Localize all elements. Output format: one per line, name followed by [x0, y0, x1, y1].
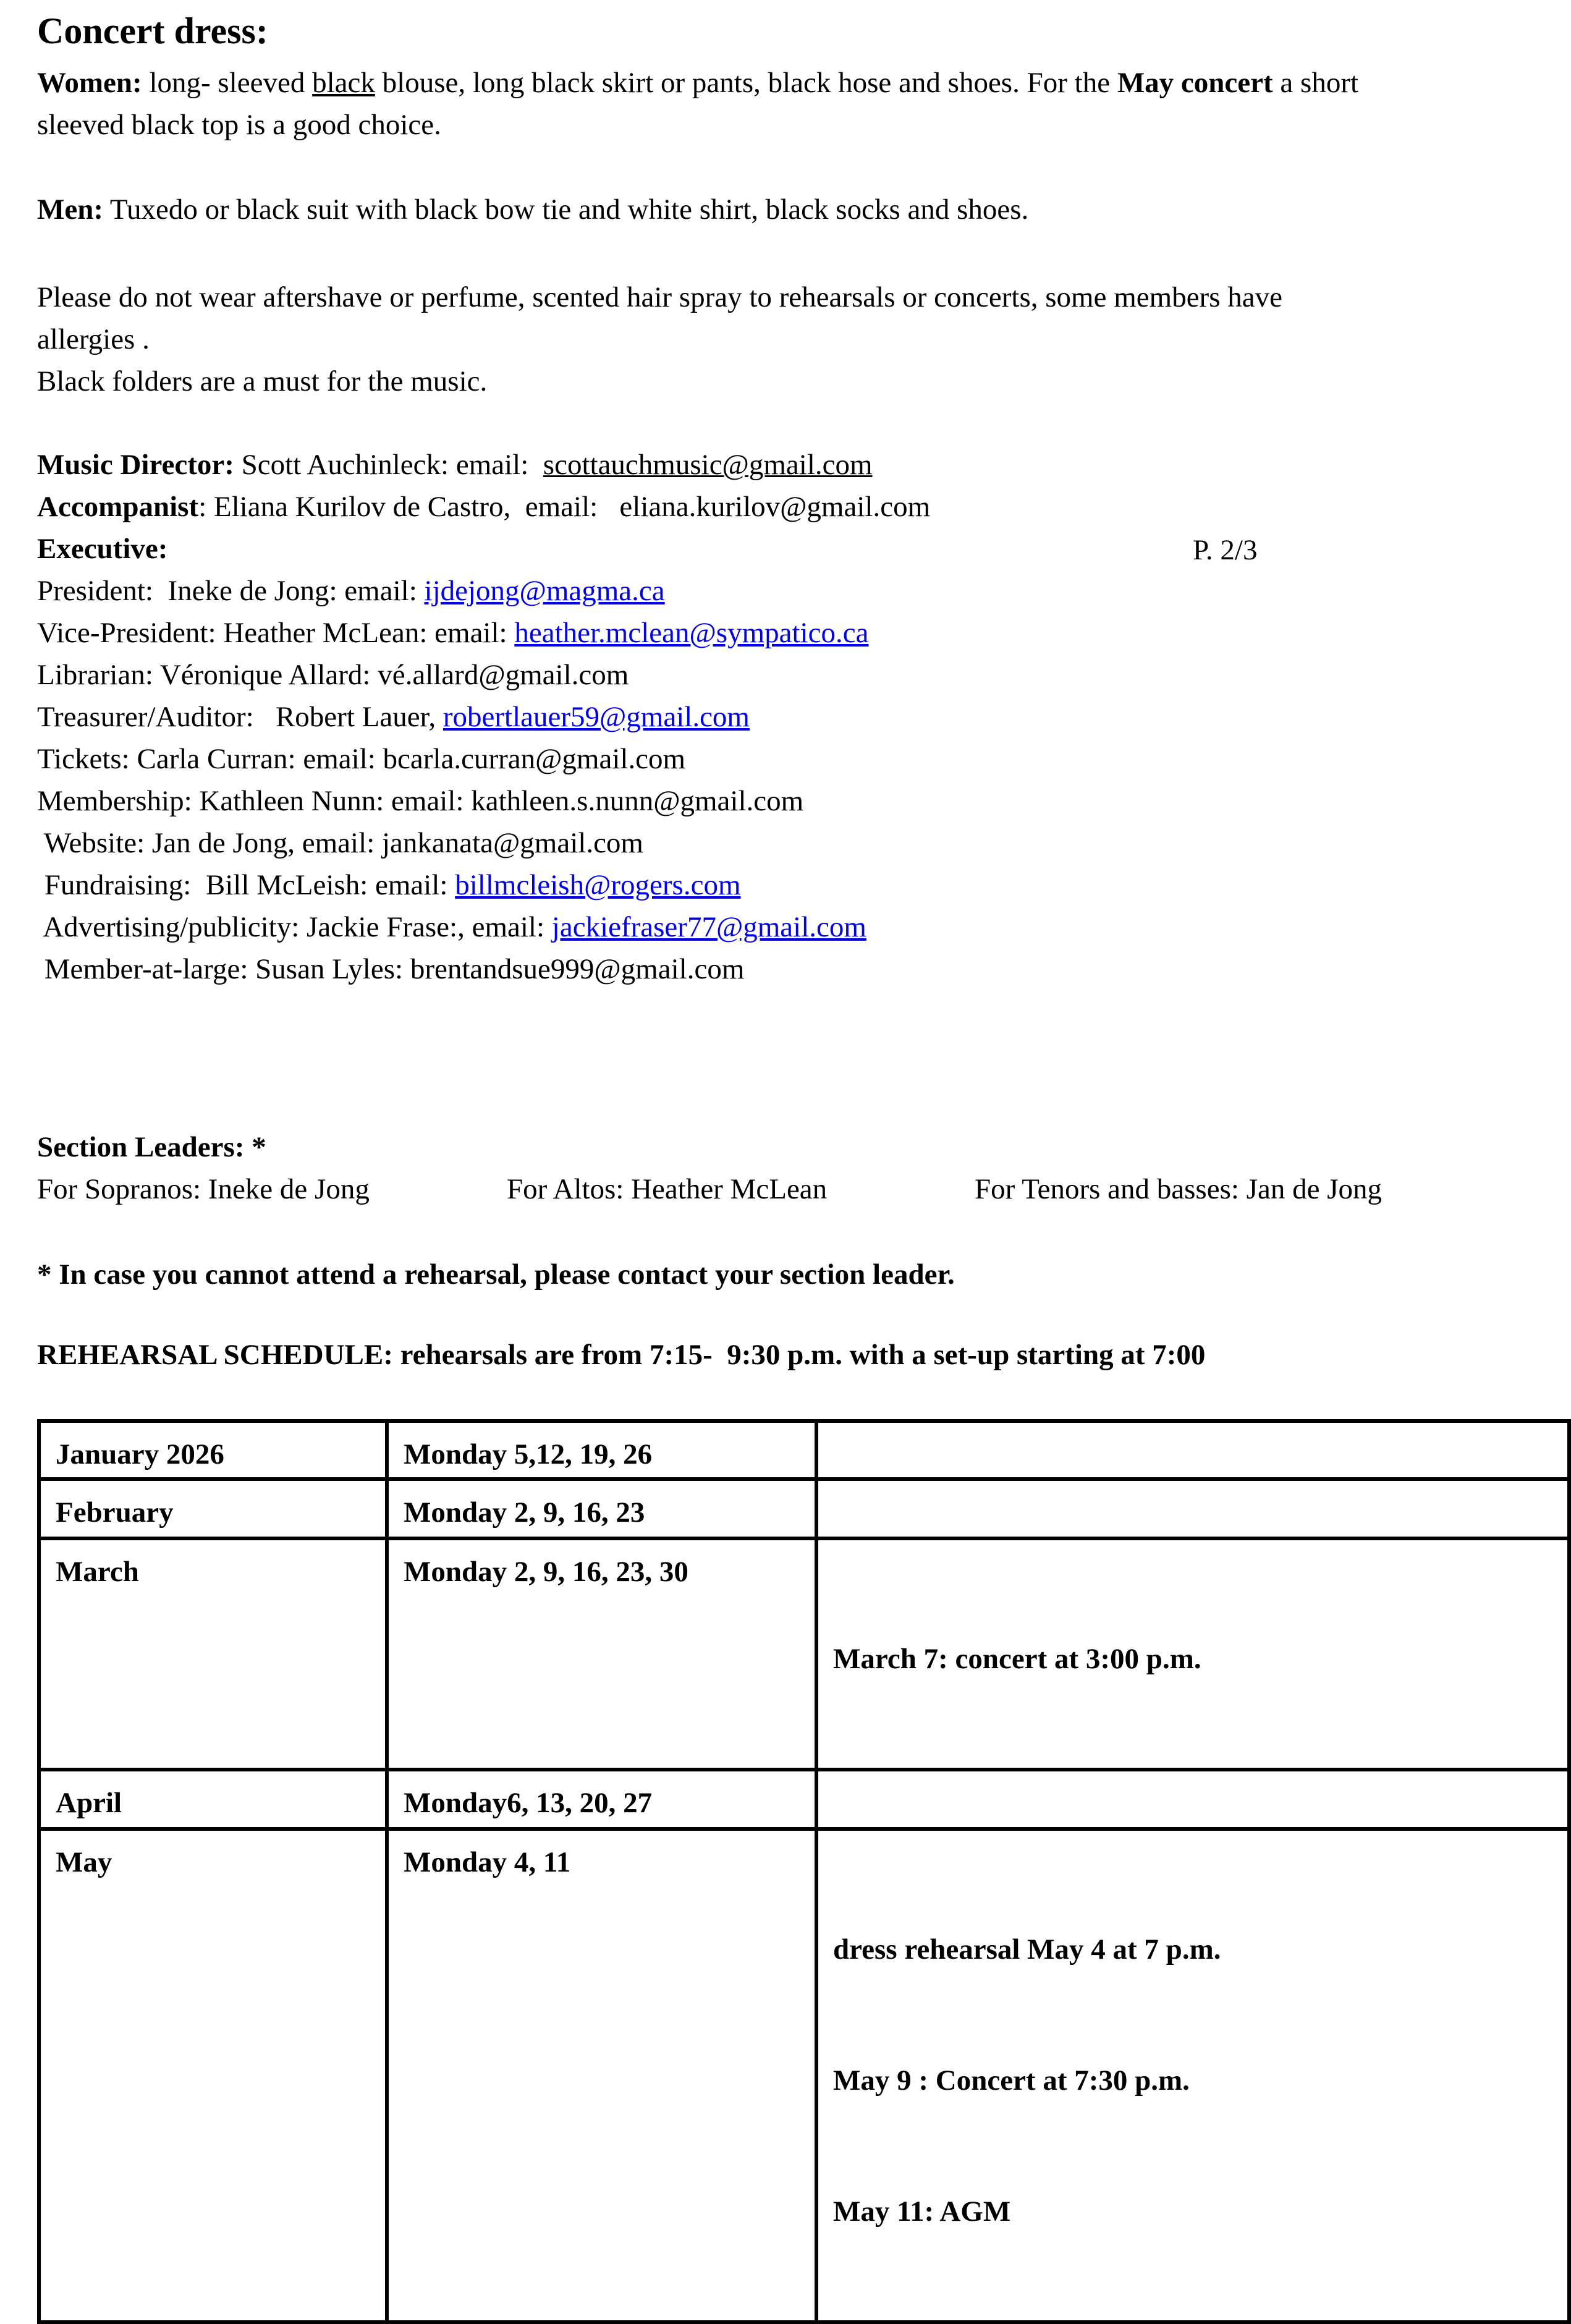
dates-cell: Monday 5,12, 19, 26 — [387, 1421, 816, 1479]
table-row — [39, 1538, 1569, 1770]
women-line-2: sleeved black top is a good choice. — [37, 109, 441, 141]
rehearsal-schedule-heading: REHEARSAL SCHEDULE: rehearsals are from 7:15- 9:30 p.m. with a set-up starting at 7:00 — [37, 1339, 1206, 1371]
contacts-block — [37, 444, 930, 990]
women-paragraph — [37, 62, 1358, 146]
accompanist-line: Accompanist: Eliana Kurilov de Castro, email: eliana.kurilov@gmail.com — [37, 491, 931, 523]
rehearsal-schedule-table — [37, 1419, 1571, 2324]
accompanist-label: Accompanist — [37, 491, 199, 523]
executive-member-row: Librarian: Véronique Allard: vé.allard@gmail.com — [37, 659, 629, 691]
table-row — [39, 1421, 1569, 1479]
month-cell: February — [39, 1479, 387, 1538]
executive-heading: Executive: — [37, 533, 168, 565]
women-line-1: Women: long- sleeved black blouse, long black skirt or pants, black hose and shoes. For the May concert a short — [37, 67, 1359, 99]
month-cell: April — [39, 1770, 387, 1829]
dates-cell: Monday 2, 9, 16, 23, 30 — [387, 1538, 816, 1770]
dates-cell: Monday6, 13, 20, 27 — [387, 1770, 816, 1829]
women-label: Women: — [37, 67, 142, 99]
month-cell: May — [39, 1829, 387, 2322]
page-number: P. 2/3 — [1193, 534, 1258, 566]
email-link[interactable]: ijdejong@magma.ca — [424, 575, 665, 607]
executive-member-row: Fundraising: Bill McLeish: email: billmcleish@rogers.com — [37, 869, 741, 901]
notes-cell — [816, 1538, 1569, 1770]
dates-cell: Monday 4, 11 — [387, 1829, 816, 2322]
executive-member-row: Vice-President: Heather McLean: email: heather.mclean@sympatico.ca — [37, 617, 869, 649]
men-paragraph: Men: Tuxedo or black suit with black bow tie and white shirt, black socks and shoes. — [37, 193, 1029, 226]
notes-cell — [816, 1421, 1569, 1479]
email-link[interactable]: robertlauer59@gmail.com — [443, 701, 750, 733]
executive-member-row: Member-at-large: Susan Lyles: brentandsue999@gmail.com — [37, 953, 745, 985]
notes-cell — [816, 1829, 1569, 2322]
table-row — [39, 1479, 1569, 1538]
music-director-label: Music Director: — [37, 449, 234, 481]
executive-member-row: Website: Jan de Jong, email: jankanata@gmail.com — [37, 827, 643, 859]
table-row — [39, 1770, 1569, 1829]
concert-note: May 9 : Concert at 7:30 p.m. — [833, 2064, 1190, 2097]
month-cell: March — [39, 1538, 387, 1770]
executive-member-row: Membership: Kathleen Nunn: email: kathleen.s.nunn@gmail.com — [37, 785, 804, 817]
executive-member-row: Advertising/publicity: Jackie Frase:, email: jackiefraser77@gmail.com — [37, 911, 866, 943]
executive-member-row: Tickets: Carla Curran: email: bcarla.curran@gmail.com — [37, 743, 686, 775]
perfume-paragraph — [37, 276, 1282, 402]
men-label: Men: — [37, 193, 104, 226]
rehearsal-contact-note: * In case you cannot attend a rehearsal, please contact your section leader. — [37, 1258, 955, 1291]
dress-rehearsal-note: dress rehearsal May 4 at 7 p.m. — [833, 1933, 1221, 1966]
folders-note: Black folders are a must for the music. — [37, 365, 488, 397]
email-link[interactable]: jackiefraser77@gmail.com — [551, 911, 866, 943]
music-director-email-link[interactable]: scottauchmusic@gmail.com — [543, 449, 873, 481]
perfume-line-2: allergies . — [37, 323, 150, 355]
concert-dress-heading: Concert dress: — [37, 11, 268, 51]
section-leaders-row — [0, 1168, 1504, 1210]
notes-cell — [816, 1770, 1569, 1829]
month-cell: January 2026 — [39, 1421, 387, 1479]
perfume-line-1: Please do not wear aftershave or perfume, scented hair spray to rehearsals or concerts, some members have — [37, 281, 1282, 313]
executive-member-row: Treasurer/Auditor: Robert Lauer, robertlauer59@gmail.com — [37, 701, 750, 733]
email-link[interactable]: heather.mclean@sympatico.ca — [514, 617, 869, 649]
section-leaders-heading: Section Leaders: * — [37, 1131, 266, 1163]
table-row — [39, 1829, 1569, 2322]
dates-cell: Monday 2, 9, 16, 23 — [387, 1479, 816, 1538]
underlined-black: black — [312, 67, 375, 99]
executive-member-row: President: Ineke de Jong: email: ijdejong@magma.ca — [37, 575, 665, 607]
music-director-line: Music Director: Scott Auchinleck: email: scottauchmusic@gmail.com — [37, 449, 873, 481]
agm-note: May 11: AGM — [833, 2195, 1011, 2228]
altos-leader: For Altos: Heather McLean — [507, 1173, 828, 1205]
email-link[interactable]: billmcleish@rogers.com — [455, 869, 741, 901]
notes-cell — [816, 1479, 1569, 1538]
concert-note: March 7: concert at 3:00 p.m. — [833, 1643, 1201, 1675]
tenors-basses-leader: For Tenors and basses: Jan de Jong — [975, 1173, 1382, 1205]
sopranos-leader: For Sopranos: Ineke de Jong — [37, 1173, 370, 1205]
may-concert-bold: May concert — [1117, 67, 1273, 99]
